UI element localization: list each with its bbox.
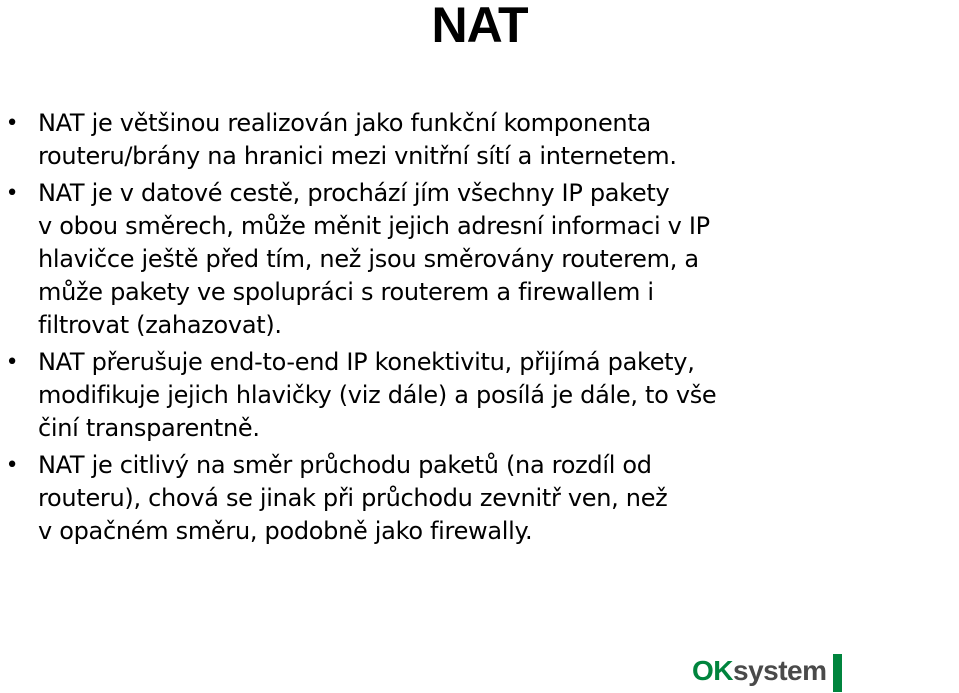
bullet-item <box>0 346 900 445</box>
bullet-line: může pakety ve spolupráci s routerem a firewallem i <box>38 278 654 306</box>
logo-bar-mark <box>833 654 842 692</box>
bullet-line: routeru/brány na hranici mezi vnitřní sítí a internetem. <box>38 142 677 170</box>
bullet-line: NAT přerušuje end-to-end IP konektivitu, přijímá pakety, <box>38 348 695 376</box>
bullet-line: NAT je citlivý na směr průchodu paketů (na rozdíl od <box>38 451 652 479</box>
bullet-marker: • <box>5 181 19 206</box>
bullet-line: činí transparentně. <box>38 414 260 442</box>
bullet-line: modifikuje jejich hlavičky (viz dále) a posílá je dále, to vše <box>38 381 717 409</box>
bullet-line: NAT je v datové cestě, prochází jím všechny IP pakety <box>38 179 670 207</box>
bullet-line: routeru), chová se jinak při průchodu zevnitř ven, než <box>38 484 668 512</box>
bullet-list <box>0 107 900 552</box>
bullet-line: filtrovat (zahazovat). <box>38 311 282 339</box>
bullet-line: hlavičce ještě před tím, než jsou směrovány routerem, a <box>38 245 699 273</box>
bullet-line: v opačném směru, podobně jako firewally. <box>38 517 533 545</box>
logo-text-system: system <box>733 655 827 686</box>
oksystem-logo <box>692 650 842 686</box>
bullet-item <box>0 107 900 173</box>
bullet-item <box>0 177 900 342</box>
slide-title: NAT <box>431 0 528 53</box>
bullet-line: NAT je většinou realizován jako funkční komponenta <box>38 109 651 137</box>
bullet-item <box>0 449 900 548</box>
bullet-line: v obou směrech, může měnit jejich adresní informaci v IP <box>38 212 710 240</box>
bullet-marker: • <box>5 453 19 478</box>
logo-text-ok: OK <box>692 655 733 686</box>
bullet-marker: • <box>5 350 19 375</box>
bullet-marker: • <box>5 111 19 136</box>
